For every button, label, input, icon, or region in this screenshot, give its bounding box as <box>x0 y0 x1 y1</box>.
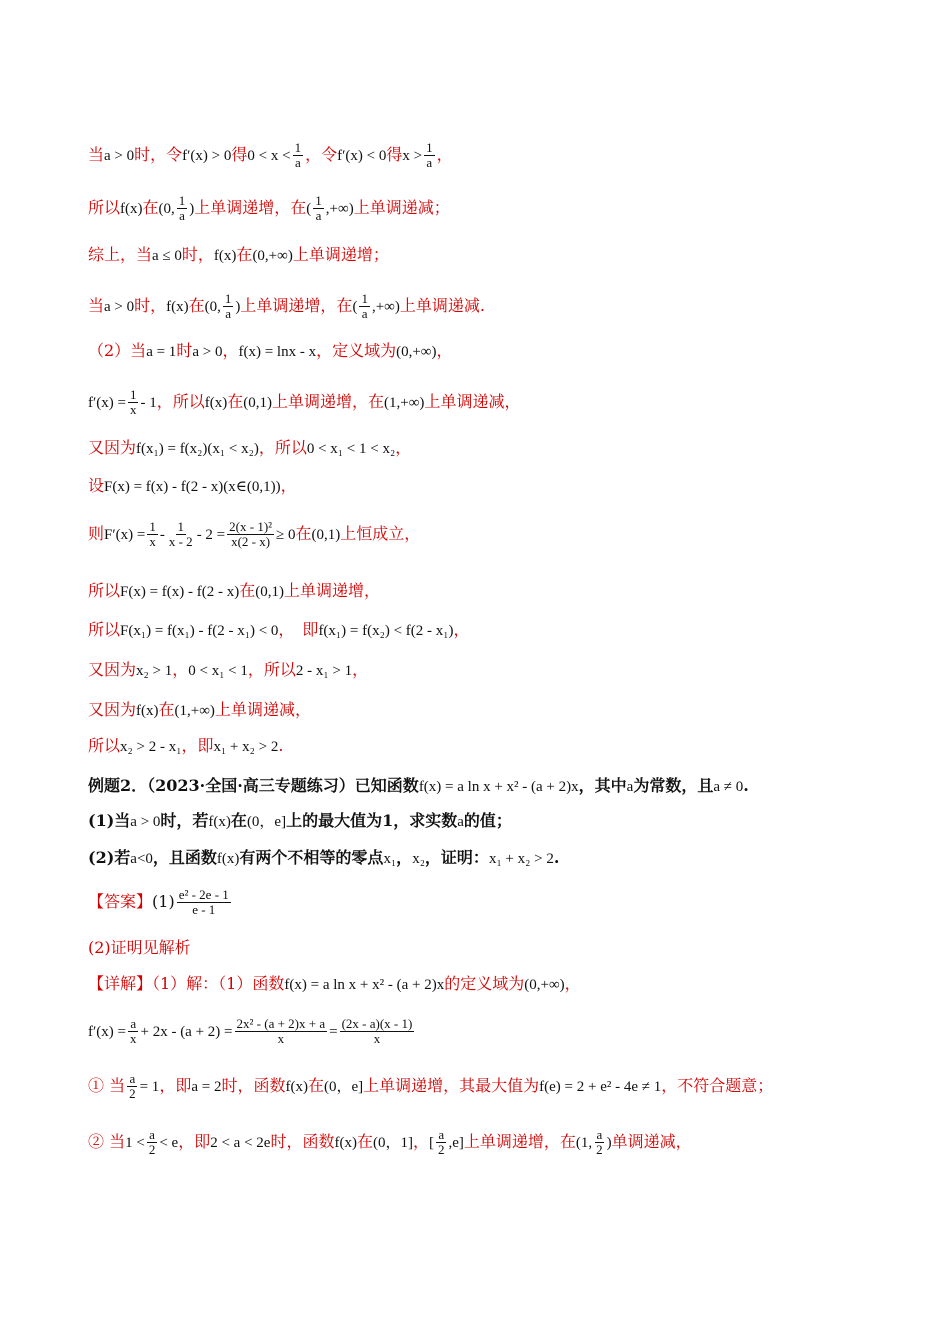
math-expression: f(x) <box>285 1079 308 1095</box>
text-line <box>88 141 910 170</box>
math-expression: 0 < x₁ < 1 <box>188 663 248 679</box>
math-expression: - 2 = <box>196 527 226 543</box>
math-expression: ) <box>606 1135 612 1151</box>
fraction <box>177 888 231 917</box>
solution-text: 上单调递增， <box>284 581 381 600</box>
problem-text: 有两个不相等的零点 <box>239 848 384 867</box>
math-expression: f(x) <box>120 201 143 217</box>
solution-text: 又因为 <box>88 438 137 457</box>
fraction-numerator: a <box>596 1127 603 1142</box>
text-line <box>88 937 910 959</box>
text-line <box>88 1128 910 1157</box>
math-expression: a = 2 <box>191 1079 222 1095</box>
solution-text: ， <box>436 145 453 164</box>
math-expression: ,e] <box>448 1135 464 1151</box>
math-expression: f(x) <box>334 1135 357 1151</box>
math-expression: (0, <box>158 201 175 217</box>
math-expression: a<0 <box>130 851 153 867</box>
solution-text: 时， <box>134 296 167 315</box>
fraction-denominator: x <box>129 1031 137 1046</box>
fraction-numerator: a <box>149 1127 155 1142</box>
fraction-denominator: e - 1 <box>192 902 216 917</box>
math-expression: - <box>159 527 165 543</box>
fraction-numerator: 1 <box>315 193 322 208</box>
answer-part-label: (1) <box>152 892 175 911</box>
math-expression: f(x₁) = f(x₂) < f(2 - x₁) <box>318 623 454 639</box>
solution-text: ，所以 <box>156 392 205 411</box>
math-expression: f′(x) < 0 <box>337 148 387 164</box>
problem-text: . <box>553 848 560 867</box>
solution-text: ， <box>395 438 412 457</box>
fraction-denominator: 2 <box>148 1142 156 1157</box>
fraction <box>436 1128 447 1157</box>
fraction-denominator: 2 <box>596 1142 603 1157</box>
fraction-denominator: a <box>361 306 368 321</box>
math-expression: a = 1 <box>146 344 177 360</box>
solution-text: 上单调递减， <box>424 392 521 411</box>
math-expression: (0,+∞) <box>252 248 293 264</box>
problem-text: ， <box>396 848 413 867</box>
math-expression: ,+∞) <box>371 299 400 315</box>
math-expression: x₂ > 2 - x₁ <box>120 739 182 755</box>
solution-text: （2）当 <box>88 341 147 360</box>
math-expression: F(x₁) = f(x₁) - f(2 - x₁) < 0 <box>120 623 279 639</box>
math-expression: a <box>626 779 634 795</box>
solution-text: 设 <box>88 476 105 495</box>
math-expression: f(x) <box>136 703 159 719</box>
math-expression: ( <box>306 201 312 217</box>
solution-text: 则 <box>88 524 105 543</box>
problem-text: 在 <box>230 811 247 830</box>
solution-text: 所以 <box>88 198 121 217</box>
problem-text: ，证明： <box>424 848 489 867</box>
fraction-numerator: 2x² - (a + 2)x + a <box>236 1016 326 1031</box>
fraction <box>223 292 234 321</box>
fraction-denominator: a <box>225 306 232 321</box>
text-line <box>88 292 910 321</box>
problem-text: ，其中 <box>578 776 627 795</box>
math-expression: x₁ <box>383 851 397 867</box>
fraction-numerator: 1 <box>177 519 185 534</box>
fraction <box>340 1017 415 1046</box>
text-line <box>88 1017 910 1046</box>
math-expression: f(x) <box>216 851 240 867</box>
solution-text: ，即 <box>181 736 214 755</box>
math-expression: (0,1) <box>243 395 273 411</box>
solution-text: 上单调递减， <box>214 700 311 719</box>
solution-text: 在 <box>356 1132 373 1151</box>
solution-text: 上单调递减； <box>353 198 450 217</box>
math-expression: (0,+∞) <box>524 977 565 993</box>
solution-text: 在 <box>236 245 253 264</box>
math-expression: f(x) = lnx - x <box>238 344 317 360</box>
solution-text: 时 <box>176 341 193 360</box>
solution-text: ， <box>172 660 189 679</box>
text-line <box>88 888 910 917</box>
fraction-numerator: 1 <box>426 140 433 155</box>
fraction-denominator: x <box>129 402 137 417</box>
problem-text: (2)若 <box>88 848 131 867</box>
math-expression: = <box>329 1024 338 1040</box>
fraction <box>359 292 370 321</box>
fraction-denominator: a <box>426 155 433 170</box>
fraction-denominator: x(2 - x) <box>231 534 271 549</box>
math-expression: f′(x) = <box>88 395 126 411</box>
solution-text: 在 <box>142 198 159 217</box>
solution-text: 所以 <box>88 581 121 600</box>
solution-text: 的定义域为 <box>444 974 525 993</box>
text-line <box>88 388 910 417</box>
text-line <box>88 475 910 498</box>
math-expression: x₂ > 1 <box>136 663 173 679</box>
text-line <box>88 775 910 798</box>
solution-text: 又因为 <box>88 660 137 679</box>
math-expression: (0，e] <box>323 1079 364 1095</box>
fraction-numerator: 1 <box>361 291 368 306</box>
solution-text: ① 当 <box>88 1076 126 1095</box>
solution-text: 上单调递增，在 <box>240 296 353 315</box>
math-expression: ,+∞) <box>325 201 354 217</box>
text-line <box>88 437 910 460</box>
math-expression: (1,+∞) <box>384 395 425 411</box>
problem-text: 上的最大值为1，求实数 <box>286 811 458 830</box>
fraction <box>293 141 304 170</box>
text-line <box>88 520 910 549</box>
fraction <box>167 520 195 549</box>
fraction-denominator: x <box>277 1031 285 1046</box>
solution-text: 上单调递增，在 <box>194 198 307 217</box>
fraction <box>424 141 435 170</box>
fraction-denominator: x - 2 <box>168 534 193 549</box>
solution-text: ， <box>412 1132 429 1151</box>
math-expression: f(x₁) = f(x₂)(x₁ < x₂) <box>136 441 259 457</box>
math-expression: (1,+∞) <box>174 703 215 719</box>
solution-text: 时， <box>181 245 214 264</box>
solution-text: 【详解】（1）解：（1）函数 <box>88 974 285 993</box>
fraction <box>313 194 324 223</box>
math-expression: < e <box>159 1135 179 1151</box>
solution-text: 得 <box>386 145 403 164</box>
solution-text: 所以 <box>88 620 121 639</box>
math-expression: [ <box>428 1135 434 1151</box>
fraction-numerator: 1 <box>178 193 186 208</box>
fraction-numerator: a <box>129 1071 136 1086</box>
math-expression: f(x) <box>208 814 231 830</box>
math-expression: a > 0 <box>192 344 223 360</box>
fraction <box>177 194 188 223</box>
fraction <box>227 520 274 549</box>
solution-text: 上单调递增，其最大值为 <box>363 1076 540 1095</box>
fraction <box>594 1128 605 1157</box>
solution-text: ， <box>222 341 239 360</box>
math-expression: (0，e] <box>246 814 287 830</box>
solution-text: ， 即 <box>278 620 319 639</box>
fraction-numerator: e² - 2e - 1 <box>178 887 229 902</box>
math-expression: f′(x) > 0 <box>182 148 232 164</box>
text-line <box>88 659 910 682</box>
fraction <box>235 1017 328 1046</box>
math-expression: a > 0 <box>104 148 135 164</box>
math-expression: - 1 <box>140 395 157 411</box>
math-expression: a ≠ 0 <box>713 779 744 795</box>
fraction-denominator: 2 <box>129 1086 136 1101</box>
fraction-denominator: x <box>149 534 156 549</box>
math-expression: a > 0 <box>104 299 135 315</box>
math-expression: (0,1) <box>255 584 285 600</box>
math-expression: ) <box>189 201 195 217</box>
solution-text: 在 <box>295 524 312 543</box>
solution-text: ， <box>564 974 581 993</box>
solution-text: ， <box>280 476 297 495</box>
problem-text: (1)当 <box>88 811 131 830</box>
math-expression: f(x) <box>213 248 237 264</box>
text-line <box>88 340 910 363</box>
math-expression: F(x) = f(x) - f(2 - x)(x∈(0,1)) <box>104 479 281 495</box>
math-expression: 2 - x₁ > 1 <box>295 663 353 679</box>
math-expression: f(e) = 2 + e² - 4e ≠ 1 <box>539 1079 662 1095</box>
fraction-denominator: 2 <box>437 1142 445 1157</box>
solution-text: ② 当 <box>88 1132 126 1151</box>
solution-text: 当 <box>88 296 105 315</box>
solution-text: 在 <box>239 581 256 600</box>
solution-text: (2)证明见解析 <box>88 938 191 957</box>
solution-text: ，定义域为 <box>316 341 397 360</box>
solution-text: 上单调递增，在 <box>463 1132 576 1151</box>
math-expression: (0,+∞) <box>396 344 437 360</box>
solution-text: ， <box>352 660 369 679</box>
text-line <box>88 810 910 833</box>
math-expression: (0, <box>204 299 221 315</box>
math-expression: x₁ + x₂ > 2 <box>213 739 279 755</box>
problem-text: 为常数，且 <box>633 776 714 795</box>
text-line <box>88 699 910 722</box>
math-expression: ≥ 0 <box>276 527 296 543</box>
solution-text: 在 <box>188 296 205 315</box>
problem-text: 例题2．（2023·全国·高三专题练习）已知函数 <box>88 776 419 795</box>
solution-text: 当 <box>88 145 105 164</box>
math-expression: ) <box>235 299 241 315</box>
math-expression: (1, <box>575 1135 593 1151</box>
math-expression: = 1 <box>139 1079 160 1095</box>
text-line <box>88 194 910 223</box>
solution-text: 时，令 <box>134 145 183 164</box>
math-expression: 2 < a < 2e <box>210 1135 271 1151</box>
fraction-numerator: a <box>130 1016 137 1031</box>
problem-text: 的值； <box>463 811 512 830</box>
fraction <box>128 388 139 417</box>
math-expression: 1 < <box>125 1135 145 1151</box>
text-line <box>88 619 910 642</box>
text-line <box>88 735 910 758</box>
math-expression: 0 < x₁ < 1 < x₂ <box>306 441 396 457</box>
problem-text: 时，若 <box>160 811 209 830</box>
solution-text: 时，函数 <box>270 1132 335 1151</box>
problem-text: ，且函数 <box>152 848 217 867</box>
problem-text: . <box>743 776 749 795</box>
math-expression: a ≤ 0 <box>152 248 182 264</box>
math-expression: ( <box>352 299 358 315</box>
fraction-numerator: a <box>438 1127 445 1142</box>
math-expression: x₁ + x₂ > 2 <box>488 851 554 867</box>
solution-text: ，即 <box>178 1132 211 1151</box>
fraction <box>127 1072 138 1101</box>
math-expression: x₂ <box>412 851 425 867</box>
solution-text: 上单调递增，在 <box>272 392 385 411</box>
solution-text: ，令 <box>305 145 338 164</box>
solution-text: 上恒成立， <box>340 524 421 543</box>
math-expression: 0 < x < <box>247 148 291 164</box>
fraction <box>128 1017 139 1046</box>
fraction <box>147 520 158 549</box>
math-expression: f′(x) = <box>88 1024 126 1040</box>
solution-text: 上单调递增； <box>292 245 389 264</box>
solution-text: 所以 <box>88 736 121 755</box>
fraction-denominator: a <box>294 155 301 170</box>
solution-text: ，所以 <box>247 660 296 679</box>
solution-text: ，所以 <box>258 438 307 457</box>
fraction-numerator: 1 <box>294 140 302 155</box>
math-expression: a > 0 <box>130 814 161 830</box>
math-expression: + 2x - (a + 2) = <box>140 1024 233 1040</box>
math-expression: x > <box>402 148 423 164</box>
solution-text: . <box>278 736 284 755</box>
math-expression: F(x) = f(x) - f(2 - x) <box>120 584 240 600</box>
math-expression: a <box>457 814 464 830</box>
solution-text: 上单调递减. <box>399 296 485 315</box>
solution-text: 单调递减， <box>611 1132 692 1151</box>
text-line <box>88 1072 910 1101</box>
math-expression: (0，1] <box>372 1135 413 1151</box>
solution-text: ， <box>453 620 470 639</box>
fraction-numerator: 1 <box>129 387 137 402</box>
fraction-denominator: x <box>373 1031 381 1046</box>
math-expression: (0,1) <box>311 527 341 543</box>
solution-text: 在 <box>227 392 244 411</box>
text-line <box>88 973 910 996</box>
solution-text: 【答案】 <box>88 892 153 911</box>
solution-text: 综上，当 <box>88 245 153 264</box>
fraction-numerator: 1 <box>149 519 156 534</box>
solution-text: 又因为 <box>88 700 137 719</box>
math-expression: F′(x) = <box>104 527 146 543</box>
text-line <box>88 244 910 267</box>
math-expression: f(x) = a ln x + x² - (a + 2)x <box>418 779 579 795</box>
text-line <box>88 847 910 870</box>
text-line <box>88 580 910 603</box>
fraction-numerator: (2x - a)(x - 1) <box>341 1016 413 1031</box>
solution-text: ， <box>436 341 453 360</box>
fraction-numerator: 1 <box>224 291 232 306</box>
fraction-denominator: a <box>179 208 185 223</box>
fraction-numerator: 2(x - 1)² <box>229 519 273 534</box>
solution-text: ，即 <box>159 1076 192 1095</box>
math-expression: f(x) = a ln x + x² - (a + 2)x <box>284 977 445 993</box>
solution-text: ，不符合题意； <box>661 1076 774 1095</box>
solution-text: 时，函数 <box>221 1076 286 1095</box>
solution-text: 在 <box>307 1076 324 1095</box>
solution-text: 在 <box>158 700 175 719</box>
solution-text: 得 <box>231 145 248 164</box>
fraction <box>147 1128 158 1157</box>
fraction-denominator: a <box>315 208 322 223</box>
math-expression: f(x) <box>166 299 189 315</box>
math-expression: f(x) <box>204 395 228 411</box>
